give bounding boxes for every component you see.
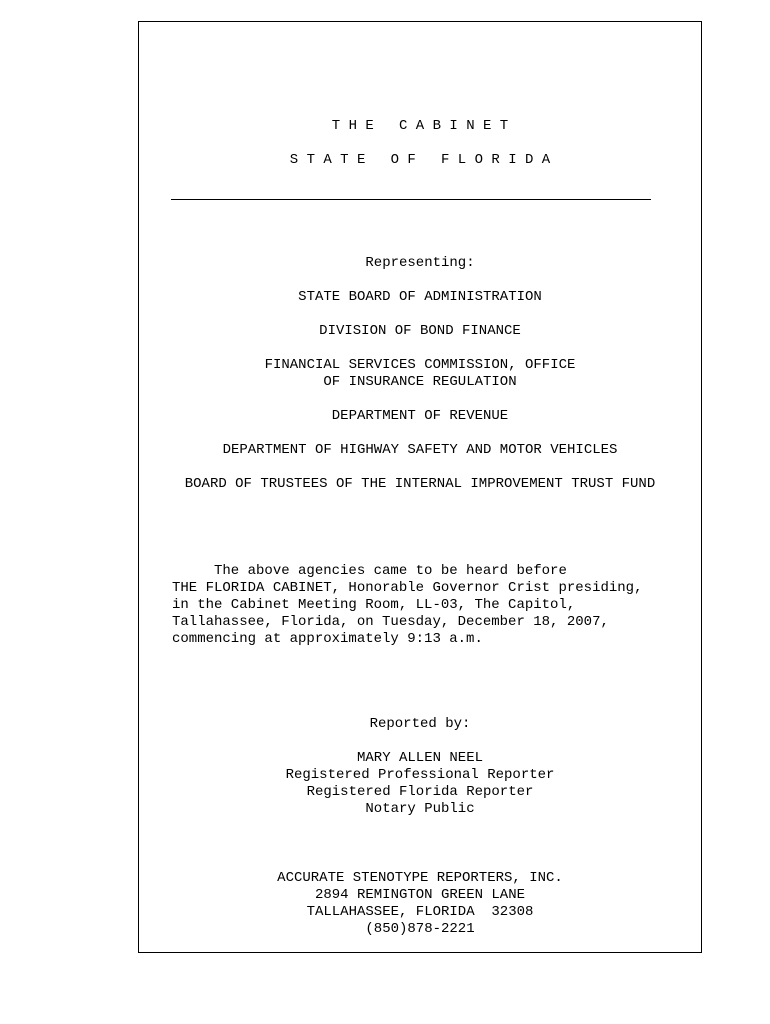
agency-item: OF INSURANCE REGULATION	[323, 374, 517, 390]
reported-by-label: Reported by:	[369, 716, 471, 732]
header-title-cabinet: T H E C A B I N E T	[331, 118, 509, 134]
firm-address-street: 2894 REMINGTON GREEN LANE	[314, 887, 526, 903]
firm-name: ACCURATE STENOTYPE REPORTERS, INC.	[277, 870, 563, 886]
agency-item: FINANCIAL SERVICES COMMISSION, OFFICE	[264, 357, 576, 373]
agency-item: DEPARTMENT OF REVENUE	[331, 408, 509, 424]
reporter-name: MARY ALLEN NEEL	[356, 750, 484, 766]
representing-label: Representing:	[365, 255, 475, 271]
reporter-title: Notary Public	[365, 801, 475, 817]
header-title-state: S T A T E O F F L O R I D A	[289, 152, 551, 168]
agency-item: DEPARTMENT OF HIGHWAY SAFETY AND MOTOR VEHICLES	[222, 442, 618, 458]
reporter-title: Registered Professional Reporter	[285, 767, 555, 783]
reporter-title: Registered Florida Reporter	[306, 784, 534, 800]
firm-phone: (850)878-2221	[365, 921, 475, 937]
transcript-page	[138, 21, 702, 953]
firm-address-city: TALLAHASSEE, FLORIDA 32308	[306, 904, 534, 920]
agency-item: BOARD OF TRUSTEES OF THE INTERNAL IMPROVEMENT TRUST FUND	[184, 476, 656, 492]
agency-item: STATE BOARD OF ADMINISTRATION	[298, 289, 542, 305]
intro-line: The above agencies came to be heard before	[172, 563, 567, 579]
intro-line: THE FLORIDA CABINET, Honorable Governor Crist presiding,	[172, 580, 643, 596]
intro-line: Tallahassee, Florida, on Tuesday, December 18, 2007,	[172, 614, 609, 630]
intro-line: in the Cabinet Meeting Room, LL-03, The Capitol,	[172, 597, 576, 613]
intro-line: commencing at approximately 9:13 a.m.	[172, 631, 483, 647]
agency-item: DIVISION OF BOND FINANCE	[319, 323, 521, 339]
header-divider	[171, 199, 651, 200]
